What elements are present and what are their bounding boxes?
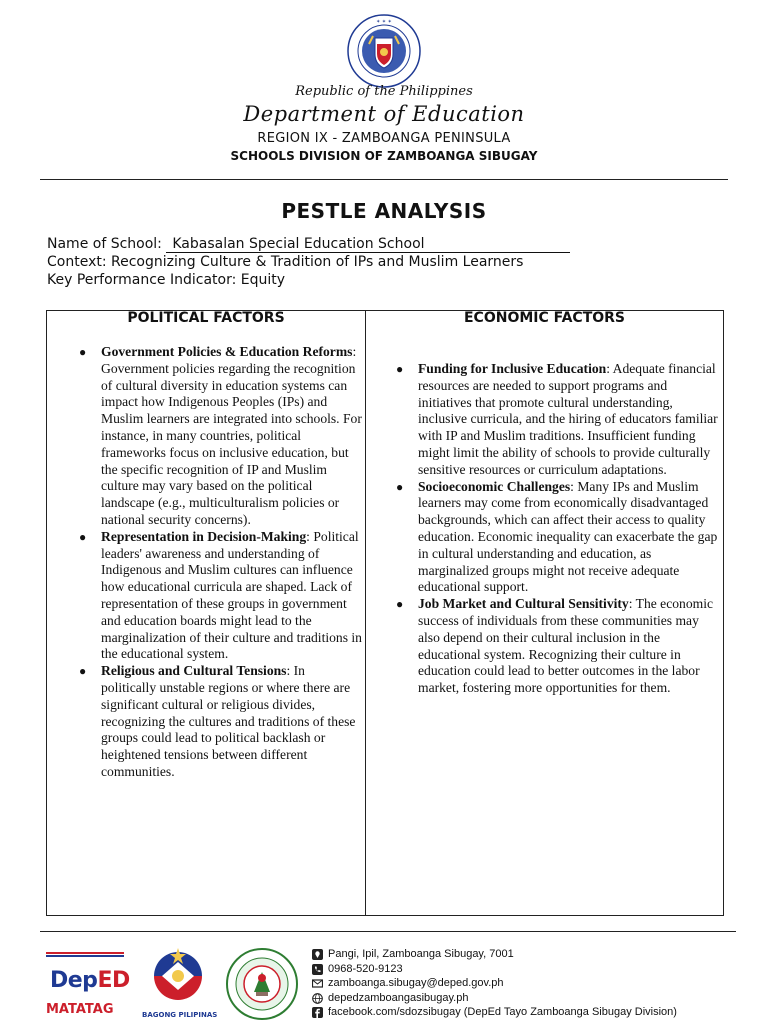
deped-seal-icon	[347, 14, 421, 88]
factor-title: Representation in Decision-Making	[101, 528, 307, 544]
deped-wordmark: DepED	[50, 968, 130, 993]
school-label: Name of School:	[47, 236, 162, 252]
bagong-pilipinas-text: BAGONG PILIPINAS	[142, 1011, 218, 1019]
context-line: Context: Recognizing Culture & Tradition of IPs and Muslim Learners	[47, 254, 524, 270]
web-icon	[312, 993, 323, 1004]
email-text[interactable]: zamboanga.sibugay@deped.gov.ph	[328, 977, 504, 989]
list-item	[79, 528, 363, 663]
website-text[interactable]: depedzamboangasibugay.ph	[328, 991, 469, 1004]
region-line: REGION IX - ZAMBOANGA PENINSULA	[257, 131, 511, 146]
factor-title: Job Market and Cultural Sensitivity	[418, 596, 629, 612]
list-item	[79, 663, 363, 781]
bullet-icon: ●	[79, 529, 87, 544]
factor-text: : Many IPs and Muslim learners may come from economically disadvantaged backgrounds, which can affect their access to quality education. Economic inequality can exacerbate the gap in cultural understanding and education, as marginalized groups might not receive adequate educational support.	[418, 478, 718, 595]
school-name-field: Kabasalan Special Education School	[166, 237, 570, 253]
bullet-icon: ●	[79, 664, 87, 679]
republic-line: Republic of the Philippines	[295, 84, 473, 99]
contact-facebook	[312, 1005, 677, 1020]
list-item	[79, 344, 363, 529]
economic-column	[366, 311, 723, 915]
pestle-table	[46, 310, 724, 916]
factor-text: : Government policies regarding the recognition of cultural diversity in education systems can impact how Indigenous Peoples (IPs) and Muslim learners are integrated into schools. For instance, in many countries, political frameworks focus on inclusive education, but the specific recognition of IP and Muslim culture may vary based on the political landscape (e.g., multiculturalism policies or national security concerns).	[101, 344, 362, 527]
bullet-icon: ●	[79, 345, 87, 359]
bagong-pilipinas-logo-icon	[140, 944, 216, 1020]
bullet-icon: ●	[396, 362, 404, 376]
logo-stripe	[46, 955, 124, 957]
factor-text: : Political leaders' awareness and understanding of Indigenous and Muslim cultures can influence how educational curricula are shaped. Lack of representation of these groups in government and education boards might lead to the marginalization of their culture and traditions in the educational system.	[101, 528, 362, 662]
list-item	[396, 361, 718, 479]
bullet-icon: ●	[396, 597, 404, 612]
header-divider	[40, 179, 728, 180]
footer-divider	[40, 931, 736, 932]
factor-title: Government Policies & Education Reforms	[101, 344, 353, 359]
contact-email	[312, 976, 677, 991]
facebook-icon	[312, 1007, 323, 1018]
address-text: Pangi, Ipil, Zamboanga Sibugay, 7001	[328, 948, 514, 960]
deped-matatag-logo	[46, 952, 130, 1020]
letterhead	[0, 0, 768, 180]
political-heading: POLITICAL FACTORS	[127, 310, 285, 326]
school-info	[47, 236, 570, 253]
division-seal-icon	[226, 948, 298, 1020]
political-factor-list	[79, 344, 363, 781]
economic-heading: ECONOMIC FACTORS	[463, 310, 626, 326]
list-item	[396, 596, 718, 697]
contact-block	[312, 947, 677, 1020]
logo-stripe	[46, 952, 124, 954]
contact-phone	[312, 962, 677, 977]
facebook-text[interactable]: facebook.com/sdozsibugay (DepEd Tayo Zamboanga Sibugay Division)	[328, 1006, 677, 1018]
footer-logos	[46, 944, 306, 1024]
factor-text: : Adequate financial resources are needed to support programs and initiatives that promote cultural understanding, inclusive curricula, and the hiring of educators familiar with IP and Muslim traditions. Insufficient funding might limit the ability of schools to provide culturally sensitive resources or curriculum adaptations.	[418, 361, 718, 477]
division-line: SCHOOLS DIVISION OF ZAMBOANGA SIBUGAY	[230, 149, 538, 163]
location-icon	[312, 949, 323, 960]
svg-text:✶ ✶ ✶: ✶ ✶ ✶	[376, 19, 392, 25]
kpi-line: Key Performance Indicator: Equity	[47, 272, 286, 288]
list-item	[396, 478, 718, 597]
phone-icon	[312, 964, 323, 975]
political-column	[47, 311, 365, 915]
email-icon	[312, 978, 323, 989]
matatag-wordmark: MATATAG	[46, 1002, 114, 1017]
factor-text: : In politically unstable regions or where there are significant cultural or religious divides, recognizing the cultures and traditions of these groups could lead to political backlash or heightened tensions between different communities.	[101, 663, 356, 779]
factor-text: : The economic success of individuals from these communities may also depend on their cultural inclusion in the educational system. Recognizing their culture in education could lead to better outcomes in the labor market, fostering more opportunities for them.	[418, 596, 714, 696]
bullet-icon: ●	[396, 479, 404, 494]
factor-title: Funding for Inclusive Education	[418, 361, 607, 376]
factor-title: Socioeconomic Challenges	[418, 478, 571, 494]
department-name: Department of Education	[243, 102, 525, 126]
contact-address	[312, 947, 677, 962]
factor-title: Religious and Cultural Tensions	[101, 663, 287, 679]
contact-website	[312, 991, 677, 1006]
document-title: PESTLE ANALYSIS	[281, 199, 487, 223]
phone-text: 0968-520-9123	[328, 962, 403, 975]
economic-factor-list	[396, 361, 718, 697]
